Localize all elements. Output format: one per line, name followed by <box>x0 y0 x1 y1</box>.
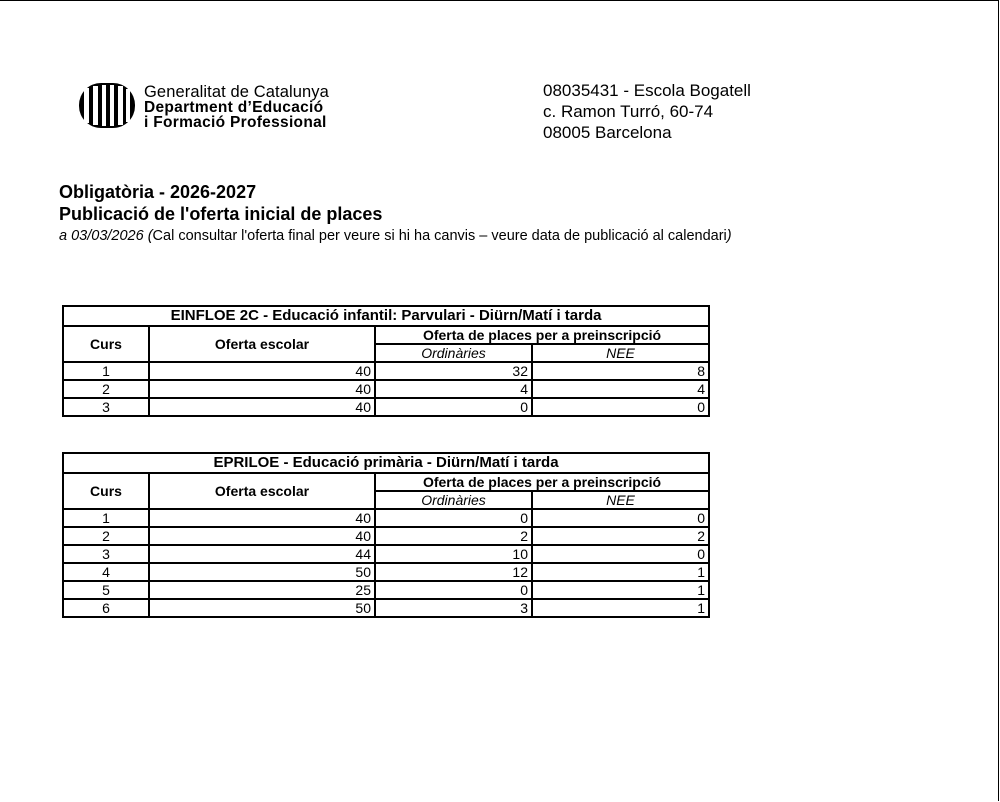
cell-curs: 2 <box>63 527 149 545</box>
page-title: Obligatòria - 2026-2027 <box>59 182 257 202</box>
cell-curs: 4 <box>63 563 149 581</box>
cell-nee: 1 <box>532 599 709 617</box>
school-street: c. Ramon Turró, 60-74 <box>543 102 714 121</box>
cell-oferta: 44 <box>149 545 375 563</box>
cell-oferta: 40 <box>149 398 375 416</box>
publication-note <box>59 227 732 245</box>
table-row <box>63 362 709 380</box>
page-subtitle: Publicació de l'oferta inicial de places <box>59 204 383 224</box>
cell-nee: 1 <box>532 581 709 599</box>
cell-curs: 6 <box>63 599 149 617</box>
school-city: 08005 Barcelona <box>543 123 672 142</box>
table-row <box>63 509 709 527</box>
cell-ordinaries: 10 <box>375 545 532 563</box>
note-close: ) <box>726 228 732 244</box>
cell-nee: 8 <box>532 362 709 380</box>
cell-nee: 0 <box>532 545 709 563</box>
generalitat-logo <box>79 83 135 128</box>
cell-ordinaries: 0 <box>375 398 532 416</box>
note-date: a 03/03/2026 ( <box>59 228 153 244</box>
organization-name <box>144 85 329 130</box>
table-row <box>63 398 709 416</box>
table-title: EPRILOE - Educació primària - Diürn/Matí i tarda <box>63 453 709 473</box>
cell-curs: 5 <box>63 581 149 599</box>
cell-nee: 2 <box>532 527 709 545</box>
org-line-2: Department d’Educació <box>144 99 324 116</box>
cell-oferta: 40 <box>149 380 375 398</box>
cell-ordinaries: 32 <box>375 362 532 380</box>
table-row <box>63 380 709 398</box>
cell-curs: 3 <box>63 545 149 563</box>
cell-ordinaries: 2 <box>375 527 532 545</box>
cell-oferta: 50 <box>149 563 375 581</box>
col-ordinaries: Ordinàries <box>375 491 532 509</box>
table-row <box>63 563 709 581</box>
cell-oferta: 50 <box>149 599 375 617</box>
col-curs: Curs <box>63 326 149 362</box>
cell-nee: 1 <box>532 563 709 581</box>
cell-oferta: 40 <box>149 527 375 545</box>
table-row <box>63 545 709 563</box>
cell-curs: 3 <box>63 398 149 416</box>
cell-nee: 4 <box>532 380 709 398</box>
table-row <box>63 599 709 617</box>
col-oferta: Oferta escolar <box>149 326 375 362</box>
cell-curs: 1 <box>63 362 149 380</box>
places-table-infantil <box>62 305 710 417</box>
cell-oferta: 25 <box>149 581 375 599</box>
cell-oferta: 40 <box>149 509 375 527</box>
cell-curs: 1 <box>63 509 149 527</box>
col-ordinaries: Ordinàries <box>375 344 532 362</box>
col-curs: Curs <box>63 473 149 509</box>
cell-ordinaries: 12 <box>375 563 532 581</box>
places-table-primaria <box>62 452 710 618</box>
school-address <box>543 80 751 143</box>
cell-oferta: 40 <box>149 362 375 380</box>
col-oferta: Oferta escolar <box>149 473 375 509</box>
org-line-1: Generalitat de Catalunya <box>144 83 329 101</box>
col-nee: NEE <box>532 491 709 509</box>
org-line-3: i Formació Professional <box>144 114 327 131</box>
cell-nee: 0 <box>532 398 709 416</box>
col-preinscripcio: Oferta de places per a preinscripció <box>375 326 709 344</box>
cell-ordinaries: 4 <box>375 380 532 398</box>
table-title: EINFLOE 2C - Educació infantil: Parvulari - Diürn/Matí i tarda <box>63 306 709 326</box>
table-row <box>63 527 709 545</box>
cell-ordinaries: 3 <box>375 599 532 617</box>
col-preinscripcio: Oferta de places per a preinscripció <box>375 473 709 491</box>
table-row <box>63 581 709 599</box>
cell-ordinaries: 0 <box>375 581 532 599</box>
note-text: Cal consultar l'oferta final per veure si hi ha canvis – veure data de publicació al calendari <box>152 228 727 244</box>
document-titles <box>59 181 732 245</box>
cell-nee: 0 <box>532 509 709 527</box>
cell-ordinaries: 0 <box>375 509 532 527</box>
cell-curs: 2 <box>63 380 149 398</box>
school-name: 08035431 - Escola Bogatell <box>543 81 751 100</box>
col-nee: NEE <box>532 344 709 362</box>
